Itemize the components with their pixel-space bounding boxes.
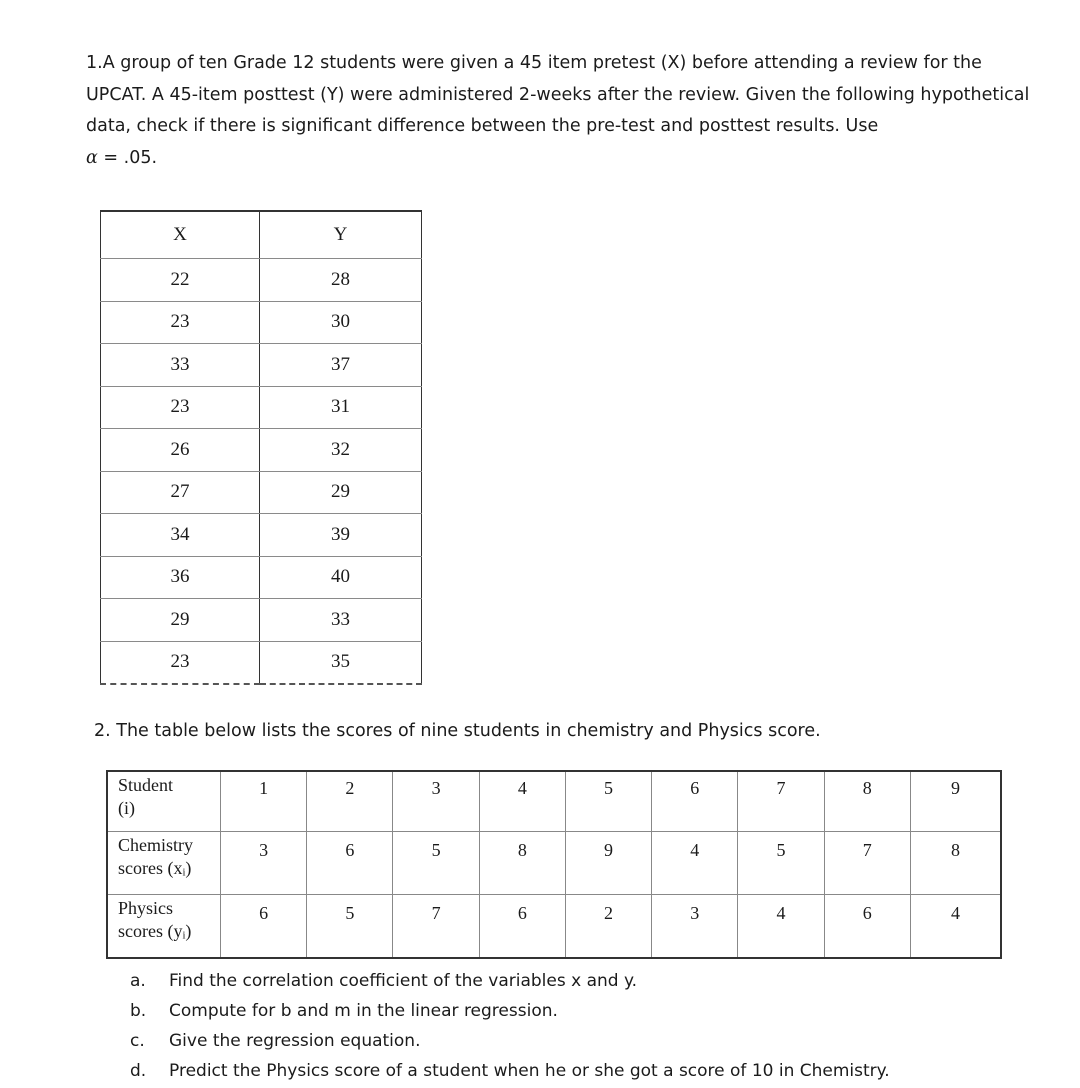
cell-y: 40 (260, 556, 422, 599)
row-label-line1: Physics (118, 898, 174, 918)
list-marker: b. (130, 1001, 147, 1021)
header-y: Y (260, 211, 422, 259)
cell-x: 27 (101, 471, 260, 514)
table-cell: 4 (652, 832, 738, 895)
table-cell: 1 (221, 771, 307, 832)
cell-x: 36 (101, 556, 260, 599)
list-marker: a. (130, 971, 146, 991)
table-cell: 7 (393, 895, 479, 959)
table-row (101, 301, 422, 344)
table-cell: 7 (824, 832, 910, 895)
cell-x: 22 (101, 259, 260, 302)
row-label (107, 895, 221, 959)
subquestion-list (130, 966, 890, 1086)
table-cell: 6 (221, 895, 307, 959)
list-text: Give the regression equation. (169, 1031, 421, 1051)
table-row (101, 429, 422, 472)
row-label-line1: Chemistry (118, 835, 193, 855)
table-header-row (101, 211, 422, 259)
question-1 (86, 48, 1036, 174)
table-cell: 2 (307, 771, 393, 832)
table-cell: 3 (652, 895, 738, 959)
table-row (101, 599, 422, 642)
row-label-line2: scores (xᵢ) (118, 858, 192, 878)
table-cell: 2 (565, 895, 651, 959)
table-cell: 4 (910, 895, 1001, 959)
table-row (101, 386, 422, 429)
table-cell: 8 (910, 832, 1001, 895)
table-cell: 5 (565, 771, 651, 832)
table-cell: 4 (738, 895, 824, 959)
cell-x: 26 (101, 429, 260, 472)
header-x: X (101, 211, 260, 259)
list-text: Compute for b and m in the linear regression. (169, 1001, 558, 1021)
cell-y: 28 (260, 259, 422, 302)
table-cell: 8 (824, 771, 910, 832)
list-item (130, 966, 890, 996)
row-label-line2: (i) (118, 798, 135, 818)
physics-row (107, 895, 1001, 959)
table-cell: 5 (738, 832, 824, 895)
table-row (101, 259, 422, 302)
list-item (130, 996, 890, 1026)
pretest-posttest-table (100, 210, 422, 685)
alpha-value: = .05. (103, 147, 158, 168)
list-text: Predict the Physics score of a student when he or she got a score of 10 in Chemistry. (169, 1061, 890, 1081)
student-row (107, 771, 1001, 832)
table-cell: 6 (307, 832, 393, 895)
list-item (130, 1026, 890, 1056)
table-cell: 7 (738, 771, 824, 832)
table-row (101, 641, 422, 684)
list-marker: d. (130, 1061, 147, 1081)
cell-y: 33 (260, 599, 422, 642)
table-row (101, 344, 422, 387)
cell-y: 31 (260, 386, 422, 429)
table-row (101, 556, 422, 599)
cell-x: 29 (101, 599, 260, 642)
cell-y: 37 (260, 344, 422, 387)
list-item (130, 1056, 890, 1086)
cell-y: 39 (260, 514, 422, 557)
row-label (107, 832, 221, 895)
table-cell: 3 (221, 832, 307, 895)
row-label (107, 771, 221, 832)
cell-y: 32 (260, 429, 422, 472)
table-cell: 8 (479, 832, 565, 895)
alpha-symbol: α (86, 147, 98, 168)
list-text: Find the correlation coefficient of the variables x and y. (169, 971, 637, 991)
cell-x: 33 (101, 344, 260, 387)
table-row (101, 514, 422, 557)
table-cell: 6 (824, 895, 910, 959)
cell-x: 23 (101, 641, 260, 684)
list-marker: c. (130, 1031, 145, 1051)
question-1-text: 1.A group of ten Grade 12 students were given a 45 item pretest (X) before attending a review for the UPCAT. A 45-item posttest (Y) were administered 2-weeks after the review. Given the following hypothetical data, check if there is significant difference between the pre-test and posttest results. Use (86, 53, 1030, 136)
row-label-line1: Student (118, 775, 174, 795)
table-cell: 3 (393, 771, 479, 832)
table-cell: 9 (565, 832, 651, 895)
cell-x: 34 (101, 514, 260, 557)
question-2: 2. The table below lists the scores of nine students in chemistry and Physics score. (94, 721, 821, 741)
chemistry-row (107, 832, 1001, 895)
table-row (101, 471, 422, 514)
cell-y: 30 (260, 301, 422, 344)
chemistry-physics-table (106, 770, 1002, 959)
table-cell: 6 (479, 895, 565, 959)
cell-x: 23 (101, 386, 260, 429)
table-cell: 6 (652, 771, 738, 832)
table-cell: 5 (307, 895, 393, 959)
table-cell: 9 (910, 771, 1001, 832)
row-label-line2: scores (yᵢ) (118, 921, 192, 941)
cell-x: 23 (101, 301, 260, 344)
table-cell: 4 (479, 771, 565, 832)
table-cell: 5 (393, 832, 479, 895)
cell-y: 35 (260, 641, 422, 684)
cell-y: 29 (260, 471, 422, 514)
